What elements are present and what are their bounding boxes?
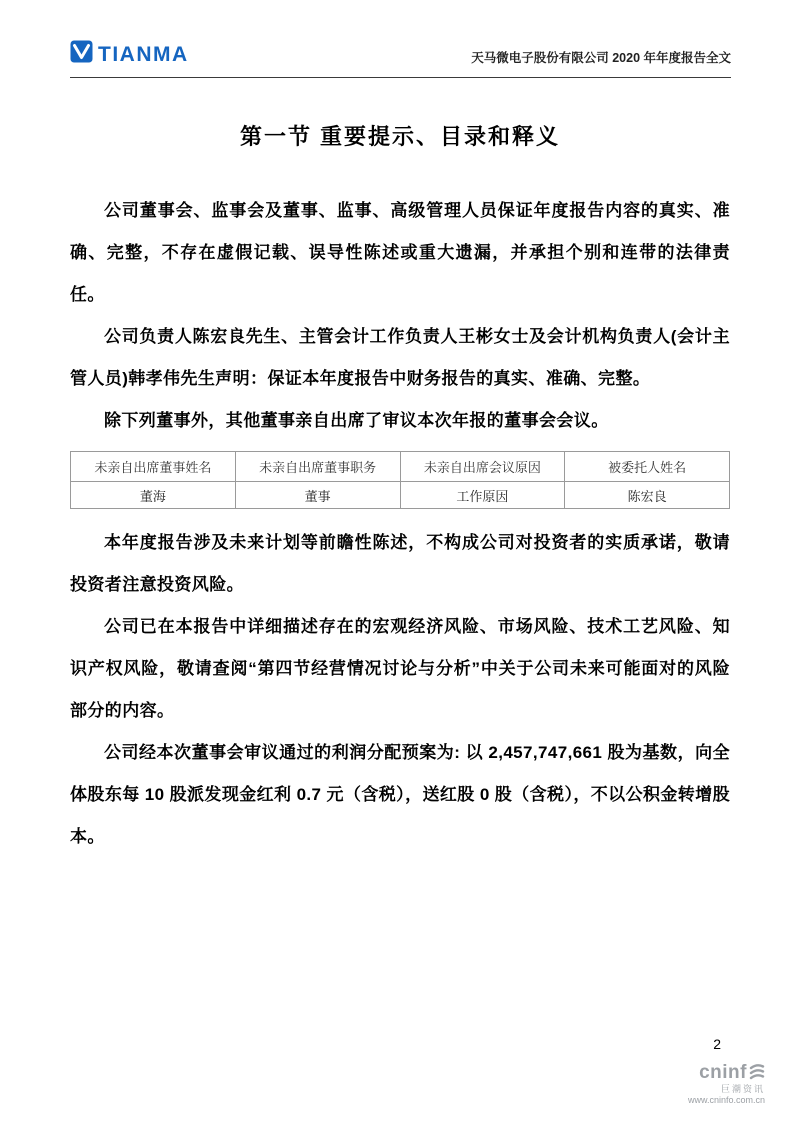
header-doc-title: 天马微电子股份有限公司 2020 年年度报告全文 [471,51,731,65]
cninfo-logo-mark-icon [749,1063,765,1085]
tianma-logo [70,40,189,68]
cninfo-logo [688,1063,765,1106]
page-number: 2 [713,1036,721,1052]
table-header-cell: 未亲自出席董事姓名 [71,452,236,482]
table-header-cell: 未亲自出席董事职务 [235,452,400,482]
paragraph-attendance-note: 除下列董事外，其他董事亲自出席了审议本次年报的董事会会议。 [104,411,609,430]
table-cell-proxy-name: 陈宏良 [565,482,730,509]
table-cell-director-title: 董事 [235,482,400,509]
table-cell-absence-reason: 工作原因 [400,482,565,509]
paragraph-financial-statement: 公司负责人陈宏良先生、主管会计工作负责人王彬女士及会计机构负责人(会计主管人员)韩孝伟先生声明：保证本年度报告中财务报告的真实、准确、完整。 [70,327,730,388]
document-body [70,122,730,858]
paragraph-risk-description: 公司已在本报告中详细描述存在的宏观经济风险、市场风险、技术工艺风险、知识产权风险，敬请查阅“第四节经营情况讨论与分析”中关于公司未来可能面对的风险部分的内容。 [70,617,730,720]
cninfo-logo-text: cninf [699,1061,747,1083]
cninfo-url: www.cninfo.com.cn [687,1095,765,1106]
table-header-row [71,452,730,482]
page-header [70,40,731,78]
tianma-logo-icon [70,40,93,68]
section-title: 第一节 重要提示、目录和释义 [239,124,561,149]
paragraph-board-guarantee: 公司董事会、监事会及董事、监事、高级管理人员保证年度报告内容的真实、准确、完整，不存在虚假记载、误导性陈述或重大遗漏，并承担个别和连带的法律责任。 [70,201,730,304]
table-header-cell: 未亲自出席会议原因 [400,452,565,482]
cninfo-chinese-name: 巨潮资讯 [720,1084,765,1095]
table-header-cell: 被委托人姓名 [565,452,730,482]
table-row [71,482,730,509]
table-cell-director-name: 董海 [71,482,236,509]
tianma-logo-text: TIANMA [98,42,189,66]
paragraph-forward-looking: 本年度报告涉及未来计划等前瞻性陈述，不构成公司对投资者的实质承诺，敬请投资者注意投资风险。 [70,533,730,594]
paragraph-profit-distribution: 公司经本次董事会审议通过的利润分配预案为: 以 2,457,747,661 股为基数，向全体股东每 10 股派发现金红利 0.7 元（含税），送红股 0 股（含税），不以公积金转增股本。 [70,743,730,846]
absent-directors-table [70,451,730,509]
